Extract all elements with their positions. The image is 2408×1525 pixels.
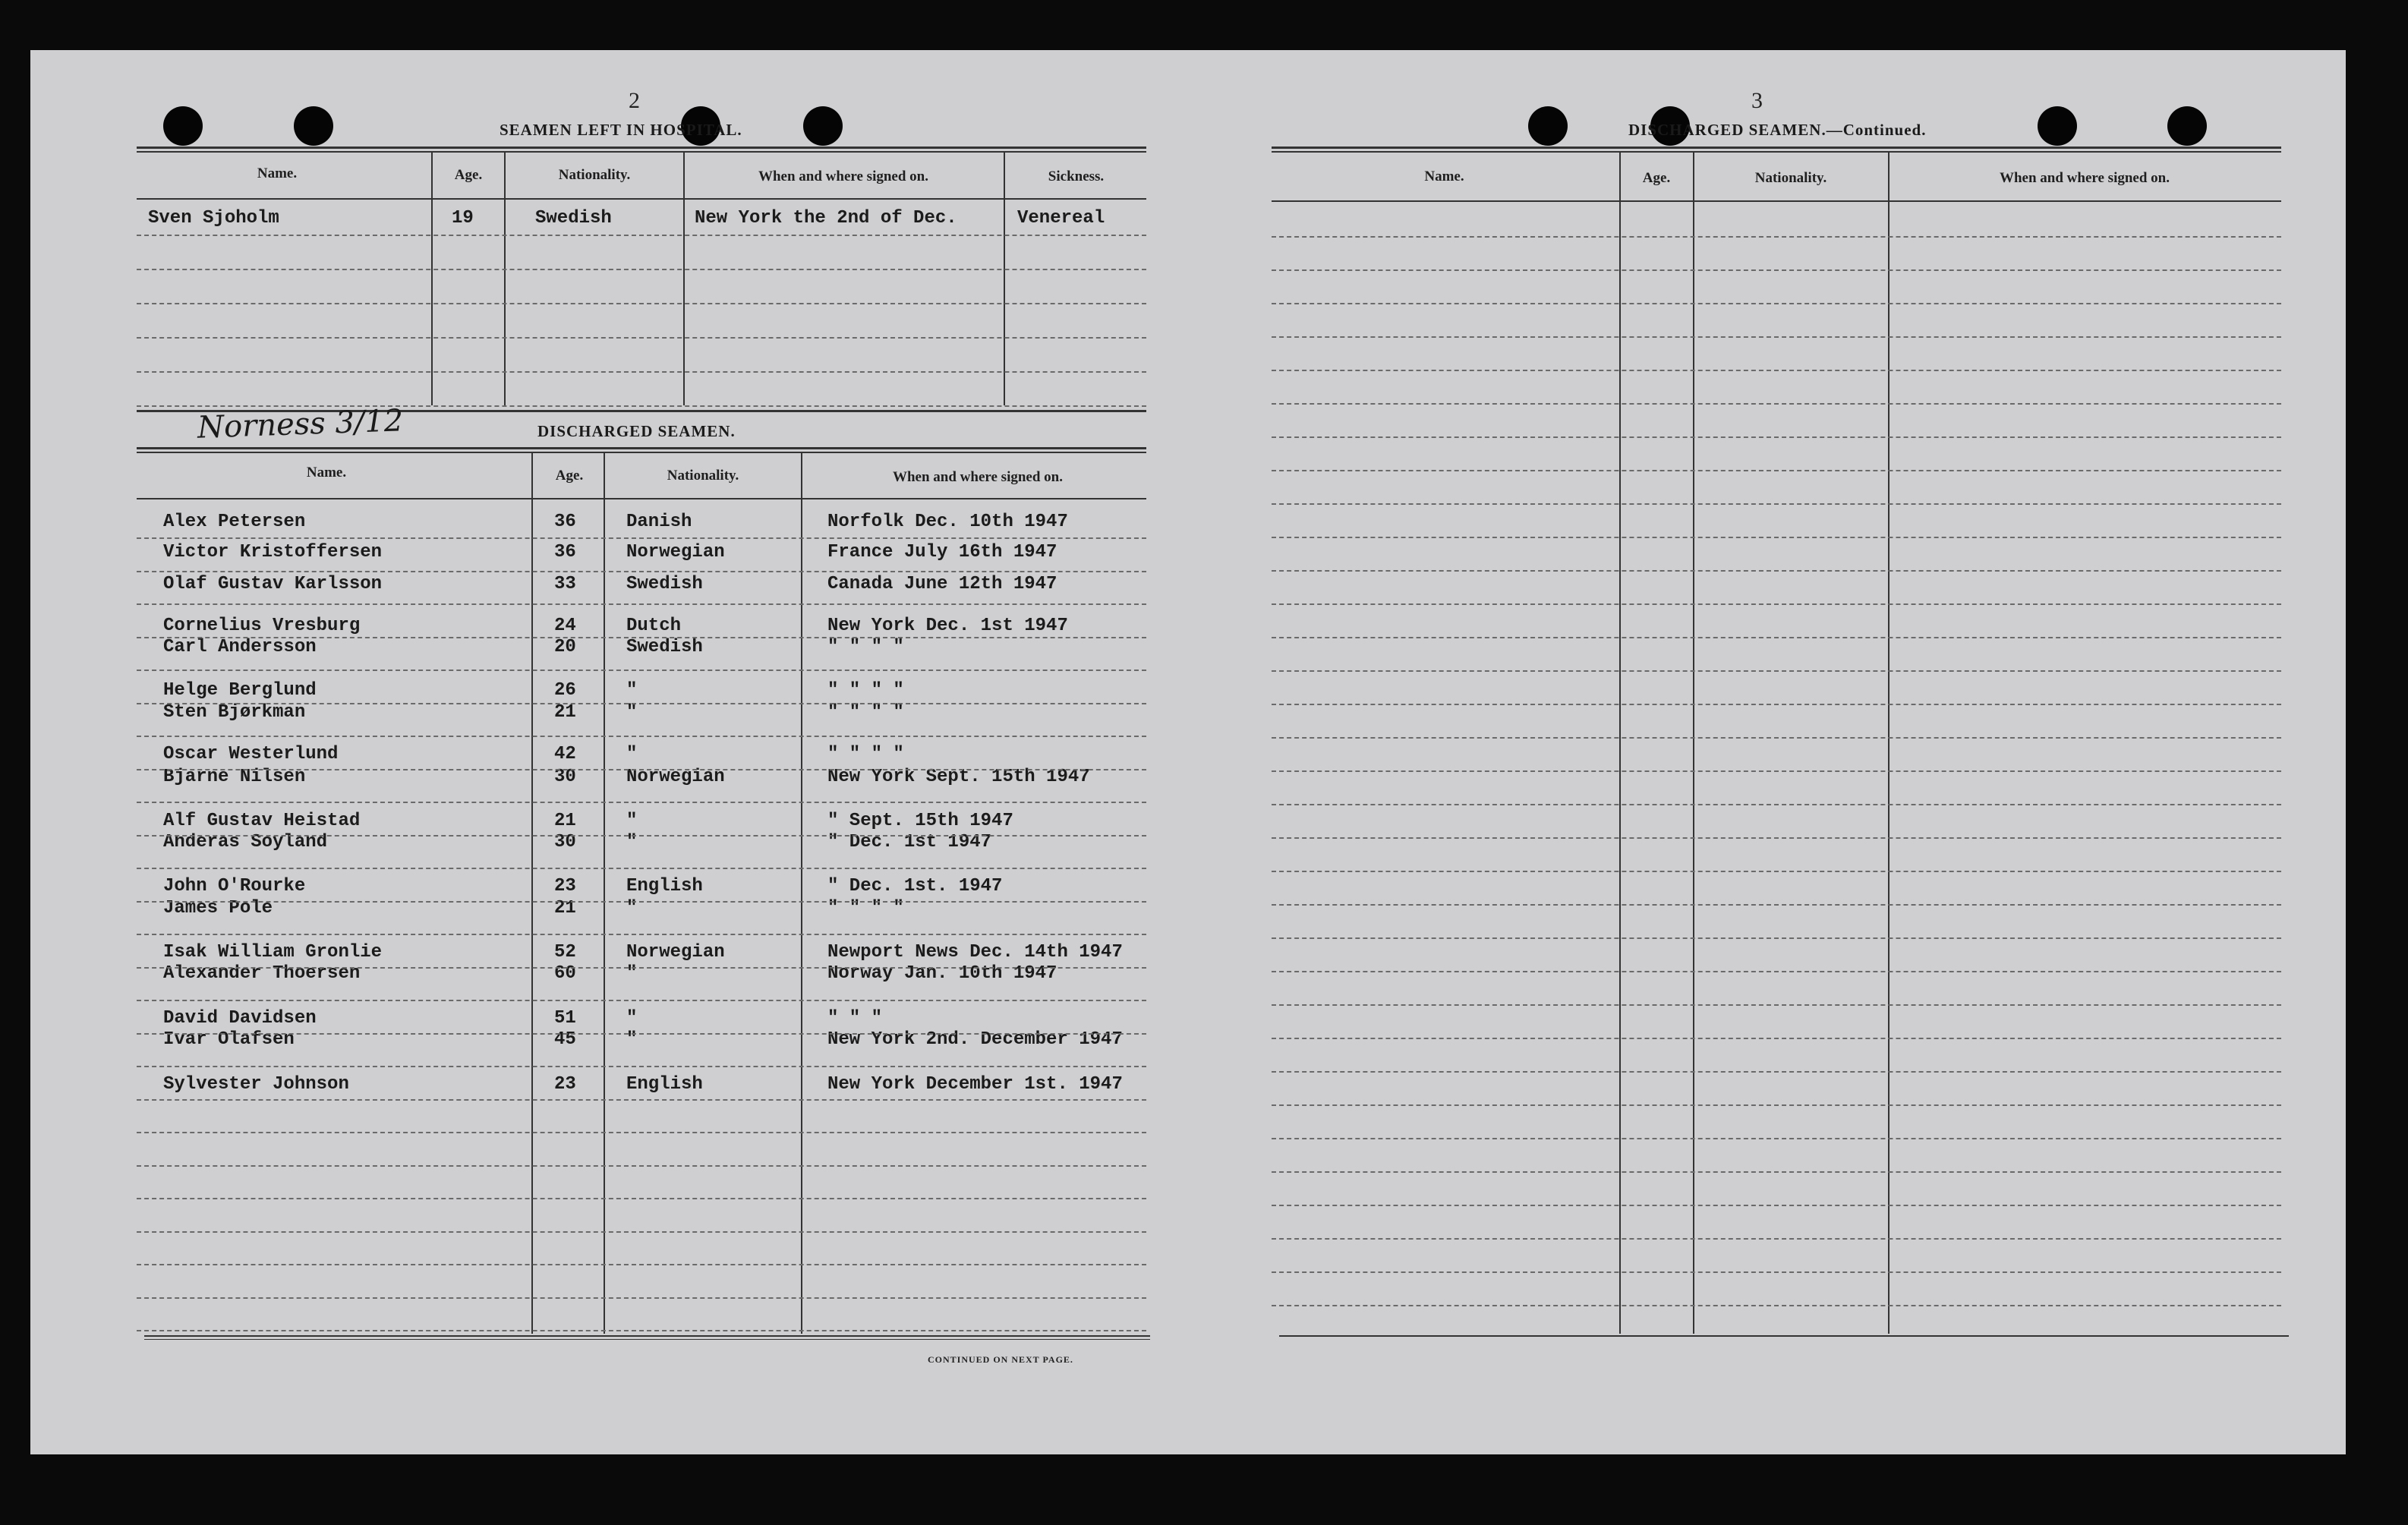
cell-signed-on: " " " " [827, 744, 904, 764]
cell-name: Sten Bjørkman [163, 702, 306, 723]
cell-name: Oscar Westerlund [163, 744, 339, 764]
discharged-continued-heading: DISCHARGED SEAMEN.—Continued. [1628, 121, 1927, 139]
ruled-line [1272, 403, 2281, 405]
cell-age: 45 [554, 1029, 576, 1050]
top-rule [1272, 151, 2281, 153]
ruled-line [1272, 770, 2281, 772]
ruled-line [137, 1264, 1146, 1265]
ruled-line [1272, 937, 2281, 939]
cell-sickness: Venereal [1017, 208, 1105, 228]
ruled-line [1272, 1071, 2281, 1073]
ruled-line [1272, 670, 2281, 672]
cell-signed-on: New York 2nd. December 1947 [827, 1029, 1123, 1050]
cell-age: 36 [554, 512, 576, 532]
cell-signed-on: Norfolk Dec. 10th 1947 [827, 512, 1068, 532]
ruled-line [1272, 904, 2281, 906]
cell-name: Victor Kristoffersen [163, 542, 383, 562]
col-nationality: Nationality. [558, 167, 631, 183]
cell-signed-on: New York Dec. 1st 1947 [827, 616, 1068, 636]
column-divider [431, 151, 433, 405]
col-name: Name. [306, 465, 347, 481]
page-number: 2 [629, 88, 640, 113]
cell-age: 24 [554, 616, 576, 636]
cell-signed-on: Norway Jan. 10th 1947 [827, 963, 1057, 984]
ruled-line [137, 1033, 1146, 1035]
cell-nationality: Norwegian [626, 542, 725, 562]
cell-name: Alex Petersen [163, 512, 306, 532]
ruled-line [1272, 470, 2281, 471]
col-nationality: Nationality. [667, 468, 739, 484]
cell-age: 30 [554, 767, 576, 787]
cell-signed-on: " " " " [827, 637, 904, 657]
cell-name: Sven Sjoholm [148, 208, 279, 228]
ruled-line [137, 802, 1146, 803]
left-page [106, 50, 1154, 1454]
header-rule [1272, 200, 2281, 202]
hospital-heading: SEAMEN LEFT IN HOSPITAL. [500, 121, 742, 139]
ruled-line [1272, 1205, 2281, 1206]
ruled-line [1272, 336, 2281, 338]
cell-name: John O'Rourke [163, 876, 306, 896]
ruled-line [137, 736, 1146, 737]
cell-name: Cornelius Vresburg [163, 616, 361, 636]
ruled-line [137, 901, 1146, 903]
ruled-line [137, 1330, 1146, 1331]
cell-nationality: English [626, 1074, 703, 1095]
top-rule [1272, 147, 2281, 149]
cell-age: 60 [554, 963, 576, 984]
cell-signed-on: " " " [827, 1008, 883, 1029]
cell-signed-on: New York the 2nd of Dec. [695, 208, 957, 228]
ruled-line [137, 670, 1146, 671]
cell-age: 51 [554, 1008, 576, 1029]
cell-nationality: Swedish [626, 574, 703, 594]
ruled-line [137, 934, 1146, 935]
ruled-line [137, 537, 1146, 539]
cell-age: 30 [554, 832, 576, 852]
ruled-line [137, 769, 1146, 770]
top-rule [137, 147, 1146, 149]
cell-nationality: Danish [626, 512, 692, 532]
discharged-heading: DISCHARGED SEAMEN. [537, 422, 736, 440]
cell-signed-on: " " " " [827, 898, 904, 918]
cell-age: 42 [554, 744, 576, 764]
cell-nationality: " [626, 1008, 638, 1029]
header-rule [137, 198, 1146, 200]
ruled-line [137, 571, 1146, 572]
ruled-line [137, 1066, 1146, 1067]
punch-hole [2038, 106, 2077, 146]
cell-signed-on: New York Sept. 15th 1947 [827, 767, 1090, 787]
column-divider [504, 151, 506, 405]
page-number: 3 [1751, 88, 1763, 113]
ruled-line [137, 868, 1146, 869]
ruled-line [1272, 804, 2281, 805]
cell-name: Anderas Soyland [163, 832, 328, 852]
ruled-line [137, 303, 1146, 304]
column-divider [604, 452, 605, 1334]
cell-nationality: " [626, 898, 638, 918]
header-rule [137, 498, 1146, 499]
cell-age: 19 [452, 208, 474, 228]
col-age: Age. [454, 167, 483, 183]
cell-name: Ivar Olafsen [163, 1029, 295, 1050]
col-name: Name. [257, 165, 298, 181]
col-age: Age. [555, 468, 584, 484]
manifest-sheet [30, 50, 2346, 1454]
punch-hole [2167, 106, 2207, 146]
col-nationality: Nationality. [1754, 170, 1827, 186]
cell-name: Isak William Gronlie [163, 942, 383, 963]
column-divider [1888, 151, 1890, 1334]
cell-nationality: Norwegian [626, 942, 725, 963]
ruled-line [1272, 503, 2281, 505]
ruled-line [1272, 871, 2281, 872]
ruled-line [1272, 1171, 2281, 1173]
ruled-line [1272, 269, 2281, 271]
column-divider [1004, 151, 1005, 405]
ruled-line [137, 1099, 1146, 1101]
cell-age: 36 [554, 542, 576, 562]
cell-age: 21 [554, 898, 576, 918]
cell-nationality: Swedish [535, 208, 612, 228]
ruled-line [137, 835, 1146, 837]
column-divider [801, 452, 802, 1334]
column-divider [531, 452, 533, 1334]
ruled-line [137, 1132, 1146, 1133]
punch-hole [1528, 106, 1568, 146]
col-sickness: Sickness. [1048, 169, 1105, 184]
cell-signed-on: " Dec. 1st 1947 [827, 832, 992, 852]
ruled-line [1272, 1305, 2281, 1306]
ruled-line [1272, 537, 2281, 538]
cell-age: 52 [554, 942, 576, 963]
col-name: Name. [1424, 169, 1464, 184]
cell-nationality: " [626, 832, 638, 852]
discharged-top-rule [137, 452, 1146, 453]
cell-nationality: " [626, 1029, 638, 1050]
bottom-rule [1279, 1335, 2289, 1337]
cell-signed-on: " " " " [827, 680, 904, 701]
cell-signed-on: France July 16th 1947 [827, 542, 1057, 562]
cell-name: Olaf Gustav Karlsson [163, 574, 383, 594]
right-page [1256, 50, 2319, 1454]
cell-name: Alf Gustav Heistad [163, 811, 361, 831]
ruled-line [1272, 1138, 2281, 1139]
col-signed-on: When and where signed on. [758, 169, 928, 184]
ruled-line [137, 1000, 1146, 1001]
ruled-line [137, 1165, 1146, 1167]
ruled-line [1272, 1104, 2281, 1106]
column-divider [1693, 151, 1694, 1334]
cell-name: Carl Andersson [163, 637, 317, 657]
ruled-line [137, 637, 1146, 638]
ruled-line [1272, 737, 2281, 739]
col-signed-on: When and where signed on. [1999, 170, 2170, 186]
ruled-line [1272, 1004, 2281, 1006]
ruled-line [1272, 704, 2281, 705]
col-signed-on: When and where signed on. [892, 469, 1063, 485]
ruled-line [137, 337, 1146, 339]
cell-nationality: Dutch [626, 616, 682, 636]
cell-age: 21 [554, 811, 576, 831]
cell-nationality: " [626, 744, 638, 764]
ruled-line [1272, 837, 2281, 839]
ruled-line [1272, 236, 2281, 238]
cell-name: Helge Berglund [163, 680, 317, 701]
cell-signed-on: Canada June 12th 1947 [827, 574, 1057, 594]
ruled-line [1272, 1271, 2281, 1273]
cell-name: Alexander Thoersen [163, 963, 361, 984]
cell-age: 26 [554, 680, 576, 701]
ruled-line [137, 235, 1146, 236]
ruled-line [1272, 603, 2281, 605]
cell-nationality: " [626, 963, 638, 984]
cell-name: Sylvester Johnson [163, 1074, 349, 1095]
punch-hole [294, 106, 333, 146]
punch-hole [163, 106, 203, 146]
ruled-line [1272, 637, 2281, 638]
ruled-line [137, 269, 1146, 270]
ruled-line [1272, 370, 2281, 371]
cell-age: 23 [554, 876, 576, 896]
cell-nationality: Norwegian [626, 767, 725, 787]
bottom-rule [144, 1339, 1150, 1340]
cell-nationality: English [626, 876, 703, 896]
cell-nationality: Swedish [626, 637, 703, 657]
cell-signed-on: " Dec. 1st. 1947 [827, 876, 1003, 896]
handwritten-note: Norness 3/12 [197, 403, 404, 446]
col-age: Age. [1642, 170, 1671, 186]
column-divider [683, 151, 685, 405]
cell-age: 21 [554, 702, 576, 723]
continued-note: CONTINUED ON NEXT PAGE. [928, 1354, 1073, 1365]
cell-signed-on: " Sept. 15th 1947 [827, 811, 1013, 831]
cell-name: David Davidsen [163, 1008, 317, 1029]
ruled-line [137, 967, 1146, 969]
column-divider [1619, 151, 1621, 1334]
cell-signed-on: Newport News Dec. 14th 1947 [827, 942, 1123, 963]
bottom-rule [144, 1335, 1150, 1337]
cell-age: 23 [554, 1074, 576, 1095]
cell-nationality: " [626, 680, 638, 701]
ruled-line [1272, 303, 2281, 304]
cell-nationality: " [626, 702, 638, 723]
ruled-line [1272, 1238, 2281, 1240]
ruled-line [1272, 436, 2281, 438]
ruled-line [137, 703, 1146, 704]
ruled-line [137, 1198, 1146, 1199]
cell-signed-on: " " " " [827, 702, 904, 723]
ruled-line [1272, 1038, 2281, 1039]
cell-age: 20 [554, 637, 576, 657]
cell-signed-on: New York December 1st. 1947 [827, 1074, 1123, 1095]
ruled-line [137, 1231, 1146, 1233]
cell-name: James Pole [163, 898, 273, 918]
ruled-line [1272, 971, 2281, 972]
ruled-line [137, 371, 1146, 373]
ruled-line [137, 603, 1146, 605]
discharged-top-rule [137, 447, 1146, 449]
cell-name: Bjarne Nilsen [163, 767, 306, 787]
ruled-line [137, 1297, 1146, 1299]
cell-nationality: " [626, 811, 638, 831]
punch-hole [803, 106, 843, 146]
top-rule [137, 151, 1146, 153]
ruled-line [1272, 570, 2281, 572]
cell-age: 33 [554, 574, 576, 594]
